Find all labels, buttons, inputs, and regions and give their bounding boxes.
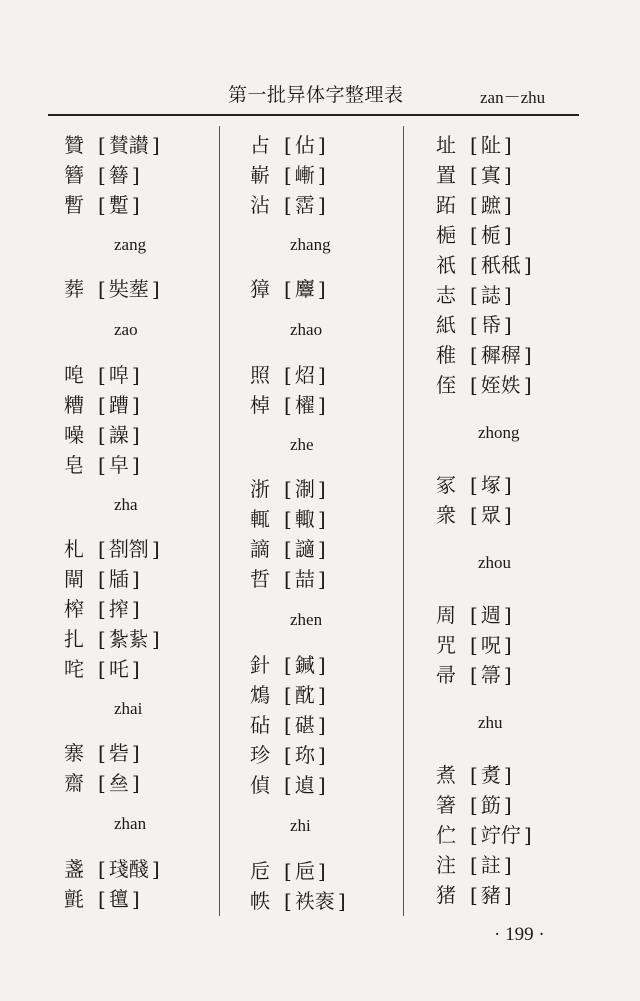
- variant-characters: [ 砦 ]: [98, 737, 140, 766]
- character-entry: [64, 562, 234, 592]
- character-entry: [250, 188, 420, 218]
- standard-character: 址: [436, 132, 456, 157]
- standard-character: 氈: [64, 886, 84, 911]
- variant-characters: [ 煑 ]: [470, 759, 512, 788]
- character-entry: [64, 448, 234, 478]
- standard-character: 砧: [250, 712, 270, 737]
- variant-characters: [ 牐 ]: [98, 563, 140, 592]
- standard-character: 咒: [436, 632, 456, 657]
- variant-characters: [ 誌 ]: [470, 279, 512, 308]
- variant-characters: [ 姪妷 ]: [470, 369, 532, 398]
- character-entry: [250, 272, 420, 302]
- standard-character: 照: [250, 362, 270, 387]
- pinyin-heading: zhou: [478, 553, 512, 572]
- pinyin-heading: zhi: [290, 816, 311, 835]
- table-column-2: [250, 128, 420, 914]
- table-column-3: [436, 128, 606, 908]
- variant-characters: [ 蹧 ]: [98, 389, 140, 418]
- variant-characters: [ 紮紥 ]: [98, 623, 160, 652]
- variant-characters: [ 鍼 ]: [284, 649, 326, 678]
- variant-characters: [ 喆 ]: [284, 563, 326, 592]
- standard-character: 齋: [64, 770, 84, 795]
- standard-character: 猪: [436, 882, 456, 907]
- character-entry: [64, 592, 234, 622]
- variant-characters: [ 箒 ]: [470, 659, 512, 688]
- variant-characters: [ 碪 ]: [284, 709, 326, 738]
- variant-characters: [ 簮 ]: [98, 159, 140, 188]
- character-entry: [250, 158, 420, 188]
- variant-characters: [ 珎 ]: [284, 739, 326, 768]
- pinyin-heading: zha: [114, 495, 138, 514]
- standard-character: 紙: [436, 312, 456, 337]
- variant-characters: [ 琖醆 ]: [98, 853, 160, 882]
- standard-character: 輒: [250, 506, 270, 531]
- variant-characters: [ 蹔 ]: [98, 189, 140, 218]
- variant-characters: [ 栀 ]: [470, 219, 512, 248]
- table-column-1: [64, 128, 234, 912]
- standard-character: 浙: [250, 476, 270, 501]
- standard-character: 扎: [64, 626, 84, 651]
- character-entry: [250, 388, 420, 418]
- character-entry: [64, 852, 234, 882]
- variant-characters: [ 賛讃 ]: [98, 129, 160, 158]
- character-entry: [64, 652, 234, 682]
- standard-character: 偵: [250, 772, 270, 797]
- standard-character: 嶄: [250, 162, 270, 187]
- character-entry: [436, 818, 606, 848]
- standard-character: 煮: [436, 762, 456, 787]
- character-entry: [250, 708, 420, 738]
- character-entry: [436, 878, 606, 908]
- variant-characters: [ 秖秪 ]: [470, 249, 532, 278]
- variant-characters: [ 剳劄 ]: [98, 533, 160, 562]
- variant-characters: [ 豬 ]: [470, 879, 512, 908]
- standard-character: 贊: [64, 132, 84, 157]
- character-entry: [436, 368, 606, 398]
- character-entry: [250, 738, 420, 768]
- standard-character: 盞: [64, 856, 84, 881]
- page-number: · 199 ·: [494, 924, 545, 945]
- variant-characters: [ 竚佇 ]: [470, 819, 532, 848]
- variant-characters: [ 帋 ]: [470, 309, 512, 338]
- character-entry: [436, 158, 606, 188]
- variant-characters: [ 寘 ]: [470, 159, 512, 188]
- character-entry: [436, 308, 606, 338]
- character-entry: [64, 188, 234, 218]
- standard-character: 棹: [250, 392, 270, 417]
- standard-character: 針: [250, 652, 270, 677]
- standard-character: 占: [250, 132, 270, 157]
- standard-character: 謫: [250, 536, 270, 561]
- variant-characters: [ 吒 ]: [98, 653, 140, 682]
- variant-characters: [ 奘塟 ]: [98, 273, 160, 302]
- standard-character: 跖: [436, 192, 456, 217]
- standard-character: 糟: [64, 392, 84, 417]
- character-entry: [250, 768, 420, 798]
- variant-characters: [ 櫂 ]: [284, 389, 326, 418]
- pinyin-heading: zhao: [290, 320, 323, 339]
- variant-characters: [ 週 ]: [470, 599, 512, 628]
- pinyin-heading: zhai: [114, 699, 143, 718]
- variant-characters: [ 眾 ]: [470, 499, 512, 528]
- character-entry: [436, 788, 606, 818]
- standard-character: 鴆: [250, 682, 270, 707]
- standard-character: 榨: [64, 596, 84, 621]
- standard-character: 葬: [64, 276, 84, 301]
- character-entry: [64, 388, 234, 418]
- character-entry: [436, 248, 606, 278]
- variant-characters: [ 佔 ]: [284, 129, 326, 158]
- character-entry: [436, 848, 606, 878]
- character-entry: [436, 188, 606, 218]
- standard-character: 志: [436, 282, 456, 307]
- character-entry: [250, 562, 420, 592]
- pinyin-heading: zhu: [478, 713, 503, 732]
- variant-characters: [ 筯 ]: [470, 789, 512, 818]
- character-entry: [250, 472, 420, 502]
- variant-characters: [ 讁 ]: [284, 533, 326, 562]
- character-entry: [250, 358, 420, 388]
- variant-characters: [ 炤 ]: [284, 359, 326, 388]
- standard-character: 卮: [250, 858, 270, 883]
- standard-character: 稚: [436, 342, 456, 367]
- pinyin-heading: zang: [114, 235, 147, 254]
- character-entry: [436, 758, 606, 788]
- standard-character: 衆: [436, 502, 456, 527]
- character-entry: [436, 468, 606, 498]
- standard-character: 閘: [64, 566, 84, 591]
- character-entry: [436, 218, 606, 248]
- standard-character: 祇: [436, 252, 456, 277]
- variant-characters: [ 淛 ]: [284, 473, 326, 502]
- standard-character: 冢: [436, 472, 456, 497]
- pinyin-heading: zhen: [290, 610, 323, 629]
- variant-characters: [ 阯 ]: [470, 129, 512, 158]
- character-entry: [250, 502, 420, 532]
- variant-characters: [ 亝 ]: [98, 767, 140, 796]
- standard-character: 珍: [250, 742, 270, 767]
- pinyin-heading: zhang: [290, 235, 331, 254]
- variant-characters: [ 唕 ]: [98, 359, 140, 388]
- variant-characters: [ 皁 ]: [98, 449, 140, 478]
- standard-character: 帙: [250, 888, 270, 913]
- variant-characters: [ 麞 ]: [284, 273, 326, 302]
- character-entry: [436, 278, 606, 308]
- variant-characters: [ 巵 ]: [284, 855, 326, 884]
- header-range: zan－zhu: [480, 88, 546, 107]
- standard-character: 伫: [436, 822, 456, 847]
- character-entry: [64, 418, 234, 448]
- variant-characters: [ 嶃 ]: [284, 159, 326, 188]
- standard-character: 皂: [64, 452, 84, 477]
- character-entry: [64, 882, 234, 912]
- character-entry: [436, 628, 606, 658]
- character-entry: [250, 648, 420, 678]
- standard-character: 周: [436, 602, 456, 627]
- header-title: 第一批异体字整理表: [228, 84, 404, 106]
- variant-characters: [ 搾 ]: [98, 593, 140, 622]
- character-entry: [436, 338, 606, 368]
- pinyin-heading: zhan: [114, 814, 147, 833]
- standard-character: 梔: [436, 222, 456, 247]
- variant-characters: [ 遉 ]: [284, 769, 326, 798]
- character-entry: [250, 532, 420, 562]
- variant-characters: [ 穉稺 ]: [470, 339, 532, 368]
- variant-characters: [ 塚 ]: [470, 469, 512, 498]
- variant-characters: [ 氊 ]: [98, 883, 140, 912]
- standard-character: 簪: [64, 162, 84, 187]
- header-rule: [48, 114, 579, 116]
- pinyin-heading: zhe: [290, 435, 314, 454]
- variant-characters: [ 霑 ]: [284, 189, 326, 218]
- variant-characters: [ 酖 ]: [284, 679, 326, 708]
- standard-character: 哲: [250, 566, 270, 591]
- standard-character: 唣: [64, 362, 84, 387]
- character-entry: [64, 128, 234, 158]
- standard-character: 獐: [250, 276, 270, 301]
- character-entry: [64, 358, 234, 388]
- standard-character: 寨: [64, 740, 84, 765]
- standard-character: 箸: [436, 792, 456, 817]
- character-entry: [250, 854, 420, 884]
- character-entry: [64, 622, 234, 652]
- character-entry: [64, 766, 234, 796]
- standard-character: 置: [436, 162, 456, 187]
- character-entry: [64, 158, 234, 188]
- standard-character: 噪: [64, 422, 84, 447]
- variant-characters: [ 註 ]: [470, 849, 512, 878]
- standard-character: 侄: [436, 372, 456, 397]
- standard-character: 注: [436, 852, 456, 877]
- standard-character: 咤: [64, 656, 84, 681]
- pinyin-heading: zhong: [478, 423, 520, 442]
- variant-characters: [ 蹠 ]: [470, 189, 512, 218]
- pinyin-heading: zao: [114, 320, 138, 339]
- standard-character: 札: [64, 536, 84, 561]
- variant-characters: [ 袟袠 ]: [284, 885, 346, 914]
- standard-character: 沾: [250, 192, 270, 217]
- character-entry: [436, 658, 606, 688]
- character-entry: [64, 532, 234, 562]
- character-entry: [250, 678, 420, 708]
- character-entry: [64, 272, 234, 302]
- character-entry: [250, 884, 420, 914]
- character-entry: [436, 498, 606, 528]
- character-entry: [436, 598, 606, 628]
- character-entry: [250, 128, 420, 158]
- character-entry: [64, 736, 234, 766]
- variant-characters: [ 譟 ]: [98, 419, 140, 448]
- standard-character: 帚: [436, 662, 456, 687]
- standard-character: 暫: [64, 192, 84, 217]
- variant-characters: [ 輙 ]: [284, 503, 326, 532]
- variant-characters: [ 呪 ]: [470, 629, 512, 658]
- character-entry: [436, 128, 606, 158]
